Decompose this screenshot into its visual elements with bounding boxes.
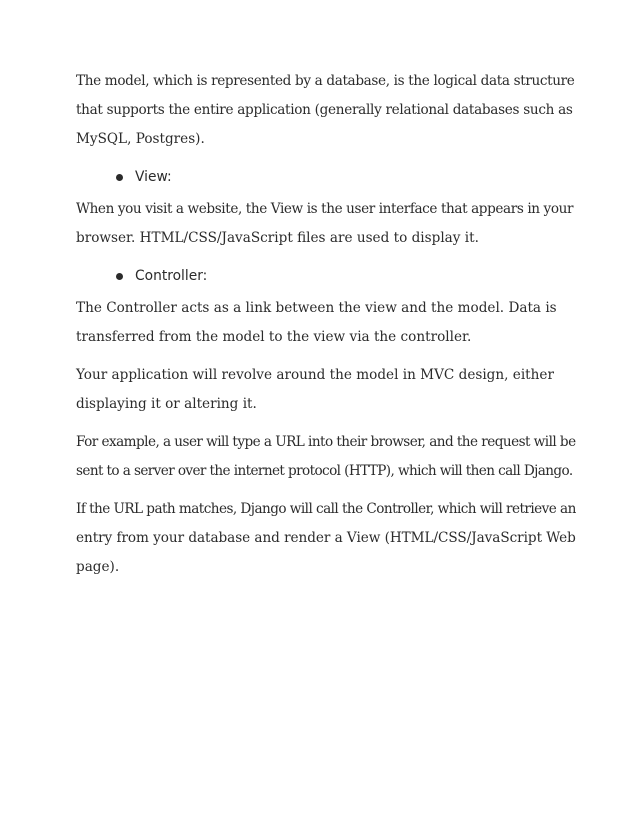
paragraph-url-match — [76, 495, 576, 582]
bullet-label: Controller: — [135, 268, 208, 284]
document-page — [76, 67, 576, 591]
paragraph-controller-description — [76, 294, 576, 352]
text-line: entry from your database and render a View (HTML/CSS/JavaScript Web — [76, 530, 576, 546]
text-line: If the URL path matches, Django will call the Controller, which will retrieve an — [76, 501, 576, 517]
paragraph-view-description — [76, 195, 576, 253]
text-line: MySQL, Postgres). — [76, 131, 205, 147]
bullet-dot-icon — [116, 174, 123, 181]
bullet-dot-icon — [116, 273, 123, 280]
text-line: page). — [76, 559, 120, 575]
bullet-label: View: — [135, 169, 172, 185]
text-line: Your application will revolve around the model in MVC design, either — [76, 367, 554, 383]
text-line: For example, a user will type a URL into their browser, and the request will be — [76, 434, 576, 450]
text-line: transferred from the model to the view via the controller. — [76, 329, 472, 345]
bullet-item-controller — [76, 262, 576, 291]
text-line: The Controller acts as a link between the view and the model. Data is — [76, 300, 557, 316]
text-line: displaying it or altering it. — [76, 396, 257, 412]
text-line: When you visit a website, the View is the user interface that appears in your — [76, 201, 574, 217]
text-line: sent to a server over the internet protocol (HTTP), which will then call Django. — [76, 463, 573, 479]
paragraph-model-description — [76, 67, 576, 154]
text-line: browser. HTML/CSS/JavaScript files are used to display it. — [76, 230, 479, 246]
text-line: The model, which is represented by a database, is the logical data structure — [76, 73, 575, 89]
paragraph-mvc-design — [76, 361, 576, 419]
text-line: that supports the entire application (generally relational databases such as — [76, 102, 573, 118]
paragraph-example — [76, 428, 576, 486]
bullet-item-view — [76, 163, 576, 192]
